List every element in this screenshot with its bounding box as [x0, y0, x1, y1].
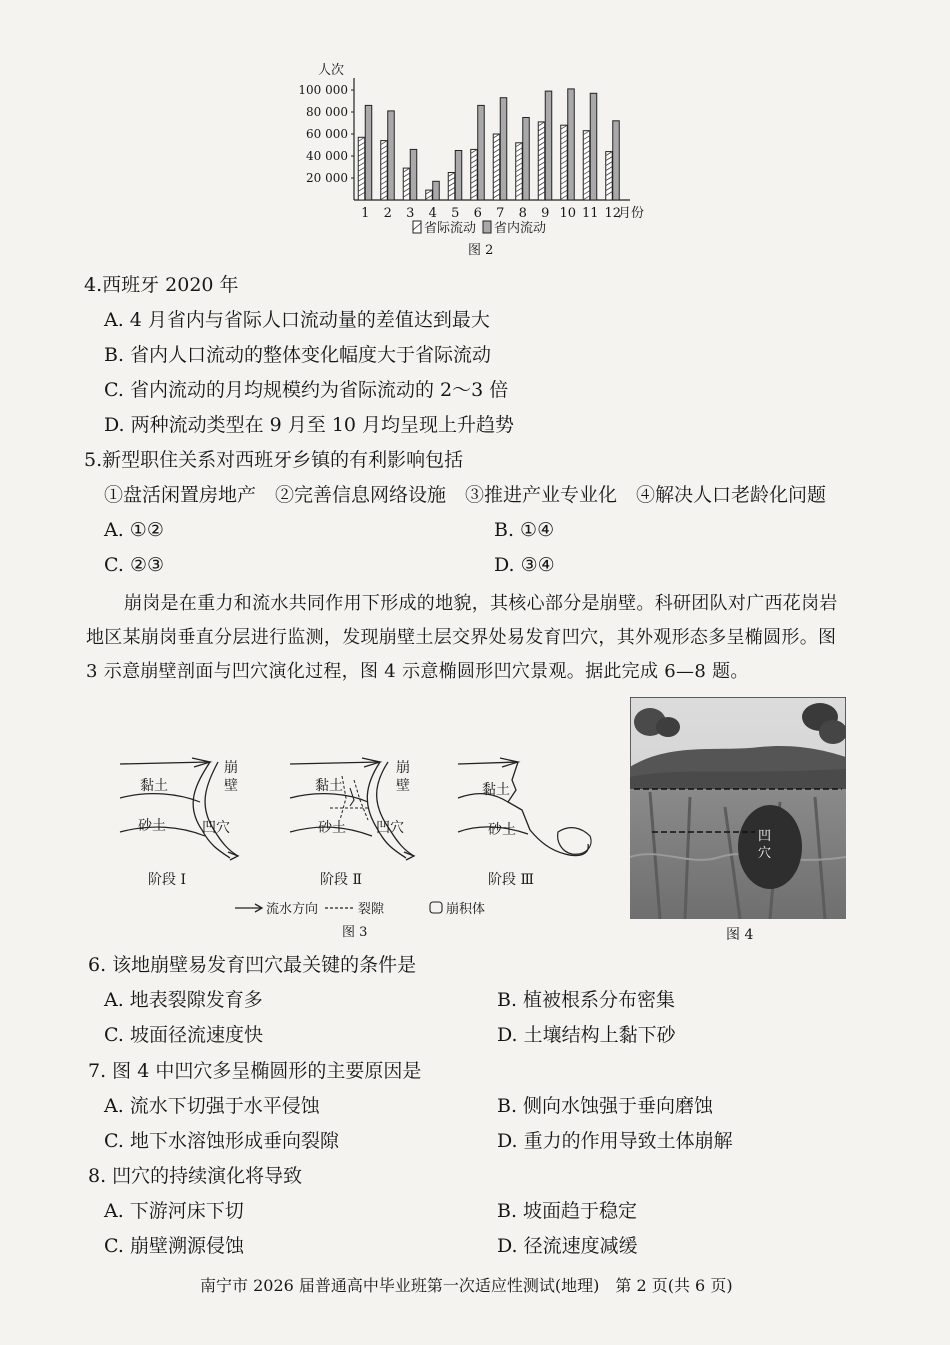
passage-line-1: 崩岗是在重力和流水共同作用下形成的地貌，其核心部分是崩壁。科研团队对广西花岗岩	[124, 593, 838, 614]
y-tick-label: 60 000	[306, 127, 348, 141]
x-tick-label: 6	[473, 206, 482, 221]
stage-1-profile	[120, 758, 238, 888]
stage-2-sand-label: 砂土	[318, 820, 346, 836]
bar-intraprovincial	[523, 118, 530, 201]
q4-option-a[interactable]: A. 4 月省内与省际人口流动量的差值达到最大	[104, 309, 490, 331]
bar-intraprovincial	[365, 105, 372, 200]
x-tick-label: 9	[541, 206, 550, 221]
figure-4-photo	[630, 697, 846, 919]
stage-1-caption: 阶段 Ⅰ	[148, 872, 186, 888]
bar-intraprovincial	[388, 111, 395, 200]
bar-intraprovincial	[433, 181, 440, 200]
y-tick-label: 100 000	[298, 83, 348, 97]
q7-option-b[interactable]: B. 侧向水蚀强于垂向磨蚀	[497, 1095, 714, 1117]
q5-stem: 5.新型职住关系对西班牙乡镇的有利影响包括	[84, 449, 464, 471]
q5-option-a[interactable]: A. ①②	[104, 519, 164, 541]
collapse-deposit-shape	[558, 828, 591, 855]
figure-3-legend	[235, 901, 485, 917]
stage-2-caption: 阶段 Ⅱ	[320, 872, 362, 888]
q7-option-d[interactable]: D. 重力的作用导致土体崩解	[497, 1130, 733, 1152]
bar-intraprovincial	[590, 93, 597, 200]
bar-intraprovincial	[455, 151, 462, 201]
photo-label-char-1: 凹	[758, 829, 772, 844]
stage-1-wall-char-1: 崩	[224, 760, 238, 776]
legend-crack: 裂隙	[358, 902, 385, 917]
legend-label-2: 省内流动	[494, 221, 547, 236]
x-tick-label: 10	[559, 206, 577, 221]
x-tick-label: 5	[451, 206, 460, 221]
y-axis-label: 人次	[318, 63, 345, 78]
q7-option-a[interactable]: A. 流水下切强于水平侵蚀	[104, 1095, 320, 1117]
q8-option-d[interactable]: D. 径流速度减缓	[497, 1235, 638, 1257]
q4-option-d[interactable]: D. 两种流动类型在 9 月至 10 月均呈现上升趋势	[104, 414, 515, 436]
q8-option-a[interactable]: A. 下游河床下切	[104, 1200, 244, 1222]
figure-2-bar-chart	[290, 58, 670, 258]
stage-2-clay-label: 黏土	[315, 778, 343, 794]
q8-option-c[interactable]: C. 崩壁溯源侵蚀	[104, 1235, 244, 1257]
stage-3-sand-label: 砂土	[488, 822, 516, 838]
x-tick-label: 2	[383, 206, 392, 221]
bar-intraprovincial	[478, 105, 485, 200]
legend-flow-direction: 流水方向	[266, 902, 319, 917]
q4-option-c[interactable]: C. 省内流动的月均规模约为省际流动的 2～3 倍	[104, 379, 509, 401]
q5-option-d[interactable]: D. ③④	[494, 554, 555, 576]
photo-label-char-2: 穴	[758, 846, 772, 861]
q6-option-c[interactable]: C. 坡面径流速度快	[104, 1024, 263, 1046]
stage-3-caption: 阶段 Ⅲ	[488, 872, 534, 888]
bar-intraprovincial	[410, 149, 417, 200]
x-tick-label: 1	[361, 206, 370, 221]
stage-2-wall-char-1: 崩	[396, 760, 410, 776]
q6-option-b[interactable]: B. 植被根系分布密集	[497, 989, 676, 1011]
x-tick-label: 7	[496, 206, 505, 221]
stage-3-clay-label: 黏土	[482, 782, 510, 798]
figure-2-caption: 图 2	[468, 243, 494, 258]
q6-option-a[interactable]: A. 地表裂隙发育多	[104, 989, 263, 1011]
stage-1-wall-char-2: 壁	[224, 778, 238, 794]
stage-1-clay-label: 黏土	[140, 778, 168, 794]
stage-2-wall-char-2: 壁	[396, 778, 410, 794]
q7-option-c[interactable]: C. 地下水溶蚀形成垂向裂隙	[104, 1130, 339, 1152]
passage-line-2: 地区某崩岗垂直分层进行监测，发现崩壁土层交界处易发育凹穴，其外观形态多呈椭圆形。图	[86, 627, 837, 648]
stage-2-hollow-label: 凹穴	[376, 820, 404, 836]
x-tick-label: 8	[518, 206, 527, 221]
x-tick-label: 12	[604, 206, 622, 221]
q6-option-d[interactable]: D. 土壤结构上黏下砂	[497, 1024, 676, 1046]
bar-intraprovincial	[545, 91, 552, 200]
x-tick-label: 3	[406, 206, 415, 221]
q4-stem: 4.西班牙 2020 年	[84, 274, 239, 296]
legend-swatch-2	[483, 221, 491, 233]
q6-stem: 6. 该地崩壁易发育凹穴最关键的条件是	[88, 954, 417, 976]
figure-3-caption: 图 3	[342, 925, 368, 940]
stage-1-hollow-label: 凹穴	[202, 820, 230, 836]
q5-option-c[interactable]: C. ②③	[104, 554, 165, 576]
q7-stem: 7. 图 4 中凹穴多呈椭圆形的主要原因是	[88, 1060, 422, 1082]
q8-stem: 8. 凹穴的持续演化将导致	[88, 1165, 303, 1187]
x-tick-label: 11	[581, 206, 599, 221]
y-tick-label: 80 000	[306, 105, 348, 119]
q4-option-b[interactable]: B. 省内人口流动的整体变化幅度大于省际流动	[104, 344, 492, 366]
bar-intraprovincial	[613, 121, 620, 200]
page-footer: 南宁市 2026 届普通高中毕业班第一次适应性测试(地理) 第 2 页(共 6 页)	[200, 1276, 733, 1295]
q5-option-b[interactable]: B. ①④	[494, 519, 555, 541]
passage-line-3: 3 示意崩壁剖面与凹穴演化过程，图 4 示意椭圆形凹穴景观。据此完成 6—8 题。	[86, 661, 749, 682]
legend-collapse-deposit: 崩积体	[446, 902, 486, 917]
stage-3-profile	[458, 758, 591, 888]
y-tick-label: 40 000	[306, 149, 348, 163]
figure-3-diagram	[110, 750, 610, 945]
bar-intraprovincial	[500, 98, 507, 200]
figure-4-caption: 图 4	[726, 927, 754, 943]
stage-2-profile	[290, 758, 414, 888]
x-tick-label: 4	[428, 206, 437, 221]
y-tick-label: 20 000	[306, 171, 348, 185]
q5-items: ①盘活闲置房地产 ②完善信息网络设施 ③推进产业专业化 ④解决人口老龄化问题	[104, 484, 827, 506]
q8-option-b[interactable]: B. 坡面趋于稳定	[497, 1200, 638, 1222]
x-axis-label: 月份	[618, 206, 645, 221]
bar-intraprovincial	[568, 89, 575, 200]
stage-1-sand-label: 砂土	[138, 818, 166, 834]
legend-label-1: 省际流动	[424, 221, 477, 236]
